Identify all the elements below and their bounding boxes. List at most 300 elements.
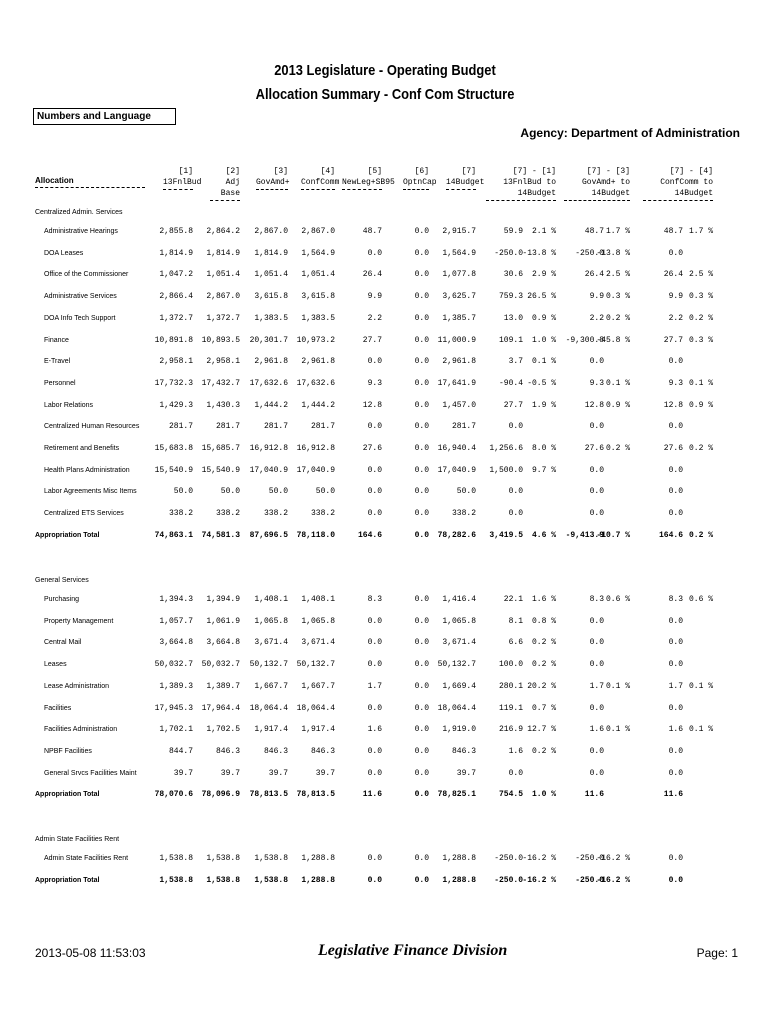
cell-value: 0.0 — [414, 292, 429, 302]
cell-value: -250.0 — [575, 875, 604, 885]
cell-value: 1.7 — [367, 681, 382, 691]
column-number: [1] — [178, 167, 193, 176]
cell-value: 1,389.7 — [206, 681, 240, 691]
cell-value: 3,664.8 — [159, 638, 193, 648]
cell-value: 78,825.1 — [437, 790, 476, 800]
table-row — [0, 725, 770, 737]
cell-value: 8.3 — [589, 595, 604, 604]
cell-value: 78,070.6 — [154, 790, 193, 800]
cell-value: 17,040.9 — [249, 465, 288, 475]
cell-value: 18,064.4 — [437, 703, 476, 713]
cell-value: 20.2 % — [527, 681, 556, 691]
cell-value: 1,667.7 — [301, 681, 335, 691]
table-row — [0, 292, 770, 304]
cell-value: 27.6 — [362, 444, 382, 453]
cell-value: 0.0 — [414, 400, 429, 410]
table-row — [0, 682, 770, 694]
agency-label: Agency: Department of Administration — [520, 126, 740, 140]
cell-value: 50,132.7 — [296, 660, 335, 670]
cell-value: 1,057.7 — [159, 616, 193, 626]
cell-value: 1,065.8 — [254, 616, 288, 626]
cell-value: 0.1 % — [688, 725, 713, 735]
numbers-language-box: Numbers and Language — [33, 108, 176, 125]
cell-value: 1,065.8 — [442, 616, 476, 626]
row-label: Administrative Services — [44, 293, 117, 301]
cell-value: -9,300.8 — [565, 335, 604, 345]
cell-value: 9.9 — [589, 292, 604, 302]
cell-value: 1.7 % — [688, 227, 713, 236]
cell-value: 0.0 — [589, 768, 604, 778]
cell-value: 0.0 — [508, 422, 523, 432]
cell-value: 1,288.8 — [442, 875, 476, 885]
cell-value: 50,032.7 — [154, 660, 193, 670]
cell-value: 26.4 — [663, 270, 683, 280]
column-name: 14Budget — [446, 177, 476, 190]
row-label: Personnel — [44, 379, 76, 387]
cell-value: 1,372.7 — [159, 313, 193, 323]
cell-value: 846.3 — [263, 746, 288, 756]
cell-value: 0.0 — [668, 616, 683, 626]
cell-value: 1,444.2 — [301, 400, 335, 410]
column-name: ConfComm to 14Budget — [643, 177, 713, 201]
row-label: Purchasing — [44, 596, 80, 603]
column-number: [7] - [1] — [512, 167, 556, 176]
cell-value: 1,917.4 — [301, 725, 335, 735]
cell-value: 3.7 — [508, 357, 523, 367]
cell-value: 0.0 — [367, 638, 382, 648]
cell-value: 0.1 % — [605, 378, 630, 388]
column-number: [4] — [320, 167, 335, 176]
cell-value: 0.0 — [367, 248, 382, 258]
cell-value: 0.0 — [414, 444, 429, 453]
cell-value: 338.2 — [310, 509, 335, 519]
column-header — [486, 166, 556, 201]
cell-value: 27.6 — [584, 444, 604, 453]
cell-value: 281.7 — [451, 422, 476, 432]
cell-value: 1.6 % — [531, 595, 556, 604]
cell-value: -13.8 % — [522, 248, 556, 258]
cell-value: 2,961.8 — [442, 357, 476, 367]
row-label: NPBF Facilities — [44, 747, 92, 755]
cell-value: 8.1 — [508, 616, 523, 626]
column-number: [6] — [414, 167, 429, 176]
cell-value: 0.0 — [589, 487, 604, 497]
cell-value: 10,891.8 — [154, 335, 193, 345]
cell-value: 2,958.1 — [206, 357, 240, 367]
cell-value: 11,000.9 — [437, 335, 476, 345]
cell-value: 1,394.9 — [206, 595, 240, 604]
row-label: Centralized ETS Services — [44, 510, 124, 518]
table-row — [0, 704, 770, 716]
column-header — [163, 166, 202, 190]
table-row — [0, 336, 770, 348]
cell-value: 9.9 — [668, 292, 683, 302]
cell-value: 10,893.5 — [201, 335, 240, 345]
table-row — [0, 401, 770, 413]
cell-value: 11.6 — [584, 790, 604, 800]
cell-value: 0.0 — [668, 746, 683, 756]
table-row — [0, 509, 770, 521]
cell-value: 1,408.1 — [254, 595, 288, 604]
row-label: Lease Administration — [44, 682, 109, 690]
row-label: DOA Info Tech Support — [44, 314, 116, 322]
cell-value: 0.0 — [668, 248, 683, 258]
column-number: [7] - [4] — [669, 167, 713, 176]
cell-value: 12.8 — [362, 400, 382, 410]
cell-value: 0.2 % — [531, 638, 556, 648]
cell-value: 0.0 — [508, 487, 523, 497]
cell-value: 17,732.3 — [154, 378, 193, 388]
row-label: Facilities Administration — [44, 726, 118, 734]
cell-value: -10.7 % — [596, 530, 630, 540]
column-number: [3] — [273, 167, 288, 176]
cell-value: 74,863.1 — [154, 530, 193, 540]
cell-value: 1,669.4 — [442, 681, 476, 691]
cell-value: 164.6 — [357, 530, 382, 540]
cell-value: 338.2 — [215, 509, 240, 519]
cell-value: 0.9 % — [688, 400, 713, 410]
cell-value: 1,372.7 — [206, 313, 240, 323]
cell-value: 17,432.7 — [201, 378, 240, 388]
cell-value: 1,288.8 — [301, 854, 335, 863]
cell-value: 39.7 — [220, 768, 240, 778]
cell-value: 1.0 % — [531, 335, 556, 345]
cell-value: 18,064.4 — [249, 703, 288, 713]
footer-timestamp: 2013-05-08 11:53:03 — [35, 946, 146, 960]
cell-value: 2,866.4 — [159, 292, 193, 302]
table-row — [0, 270, 770, 282]
cell-value: 39.7 — [456, 768, 476, 778]
cell-value: 0.0 — [414, 681, 429, 691]
cell-value: 0.8 % — [531, 616, 556, 626]
cell-value: 0.0 — [414, 270, 429, 280]
cell-value: 26.4 — [362, 270, 382, 280]
cell-value: 2,867.0 — [206, 292, 240, 302]
cell-value: 12.7 % — [527, 725, 556, 735]
cell-value: 281.7 — [168, 422, 193, 432]
cell-value: 1,919.0 — [442, 725, 476, 735]
column-number: [7] — [461, 167, 476, 176]
cell-value: 0.0 — [367, 703, 382, 713]
cell-value: 0.0 — [414, 703, 429, 713]
cell-value: 0.0 — [589, 465, 604, 475]
cell-value: 0.0 — [508, 768, 523, 778]
cell-value: 1,430.3 — [206, 400, 240, 410]
section-heading: Centralized Admin. Services — [35, 209, 123, 216]
cell-value: 17,040.9 — [437, 465, 476, 475]
cell-value: 0.0 — [589, 422, 604, 432]
cell-value: 0.0 — [414, 725, 429, 735]
cell-value: 338.2 — [263, 509, 288, 519]
row-label: Centralized Human Resources — [44, 423, 140, 431]
row-label: Administrative Hearings — [44, 228, 118, 235]
cell-value: 1,538.8 — [254, 875, 288, 885]
cell-value: 39.7 — [173, 768, 193, 778]
cell-value: 1,383.5 — [254, 313, 288, 323]
cell-value: 1.6 — [668, 725, 683, 735]
cell-value: 15,683.8 — [154, 444, 193, 453]
cell-value: 3,671.4 — [254, 638, 288, 648]
cell-value: 759.3 — [498, 292, 523, 302]
cell-value: 1,667.7 — [254, 681, 288, 691]
cell-value: 0.0 — [414, 335, 429, 345]
cell-value: 27.7 — [362, 335, 382, 345]
cell-value: 3,615.8 — [301, 292, 335, 302]
cell-value: 78,282.6 — [437, 530, 476, 540]
row-label: Labor Agreements Misc Items — [44, 488, 137, 496]
row-label: Leases — [44, 661, 67, 669]
cell-value: 3,625.7 — [442, 292, 476, 302]
footer-page: Page: 1 — [696, 946, 738, 960]
row-label: Property Management — [44, 617, 114, 625]
cell-value: 17,040.9 — [296, 465, 335, 475]
cell-value: 1,814.9 — [254, 248, 288, 258]
cell-value: 1,288.8 — [442, 854, 476, 863]
cell-value: 1,538.8 — [206, 854, 240, 863]
cell-value: 9.3 — [668, 378, 683, 388]
cell-value: 0.2 % — [605, 313, 630, 323]
cell-value: 30.6 — [503, 270, 523, 280]
cell-value: 0.0 — [414, 660, 429, 670]
cell-value: 0.3 % — [688, 335, 713, 345]
cell-value: 1.9 % — [531, 400, 556, 410]
table-row — [0, 747, 770, 759]
cell-value: 1,457.0 — [442, 400, 476, 410]
cell-value: 0.1 % — [531, 357, 556, 367]
cell-value: 0.0 — [668, 509, 683, 519]
column-header — [446, 166, 485, 190]
cell-value: 1,047.2 — [159, 270, 193, 280]
cell-value: 3,615.8 — [254, 292, 288, 302]
cell-value: 0.0 — [367, 509, 382, 519]
cell-value: 1,065.8 — [301, 616, 335, 626]
column-header — [403, 166, 437, 190]
cell-value: 0.0 — [668, 357, 683, 367]
cell-value: 22.1 — [503, 595, 523, 604]
column-header — [643, 166, 713, 201]
row-label: E-Travel — [44, 358, 71, 366]
cell-value: 0.0 — [668, 854, 683, 863]
column-number: [7] - [3] — [586, 167, 630, 176]
row-label: Finance — [44, 336, 69, 344]
cell-value: 1,429.3 — [159, 400, 193, 410]
cell-value: 2,961.8 — [301, 357, 335, 367]
cell-value: 1,814.9 — [206, 248, 240, 258]
cell-value: 50.0 — [268, 487, 288, 497]
cell-value: 2.2 — [367, 313, 382, 323]
cell-value: 1,256.6 — [489, 444, 523, 453]
cell-value: 0.0 — [414, 487, 429, 497]
appropriation-total-row — [0, 531, 770, 543]
cell-value: 2,915.7 — [442, 227, 476, 236]
report-title: 2013 Legislature - Operating Budget — [274, 62, 496, 79]
cell-value: 6.6 — [508, 638, 523, 648]
cell-value: 0.2 % — [605, 444, 630, 453]
cell-value: 0.0 — [414, 875, 429, 885]
cell-value: 17,945.3 — [154, 703, 193, 713]
table-row — [0, 444, 770, 456]
cell-value: 846.3 — [215, 746, 240, 756]
column-name: GovAmd+ — [256, 177, 288, 190]
cell-value: 78,813.5 — [249, 790, 288, 800]
cell-value: 1,408.1 — [301, 595, 335, 604]
cell-value: 1,538.8 — [206, 875, 240, 885]
cell-value: 1,383.5 — [301, 313, 335, 323]
cell-value: 2.9 % — [531, 270, 556, 280]
cell-value: 0.0 — [414, 768, 429, 778]
cell-value: 1,500.0 — [489, 465, 523, 475]
cell-value: 2,961.8 — [254, 357, 288, 367]
cell-value: 17,632.6 — [296, 378, 335, 388]
cell-value: 9.7 % — [531, 465, 556, 475]
cell-value: 2,864.2 — [206, 227, 240, 236]
cell-value: 1,061.9 — [206, 616, 240, 626]
cell-value: 50.0 — [173, 487, 193, 497]
column-header — [564, 166, 630, 201]
table-row — [0, 617, 770, 629]
cell-value: 0.0 — [414, 509, 429, 519]
column-number: [2] — [225, 167, 240, 176]
cell-value: 3,664.8 — [206, 638, 240, 648]
cell-value: 1,538.8 — [159, 854, 193, 863]
cell-value: 119.1 — [498, 703, 523, 713]
cell-value: 26.4 — [584, 270, 604, 280]
cell-value: 27.6 — [663, 444, 683, 453]
cell-value: 17,632.6 — [249, 378, 288, 388]
cell-value: 1,538.8 — [159, 875, 193, 885]
cell-value: 338.2 — [168, 509, 193, 519]
row-label: Appropriation Total — [35, 876, 100, 884]
cell-value: 0.0 — [589, 357, 604, 367]
cell-value: 15,540.9 — [201, 465, 240, 475]
cell-value: 1,416.4 — [442, 595, 476, 604]
cell-value: 0.0 — [414, 357, 429, 367]
cell-value: 1,564.9 — [442, 248, 476, 258]
cell-value: -45.8 % — [596, 335, 630, 345]
cell-value: 9.9 — [367, 292, 382, 302]
cell-value: 0.0 — [367, 854, 382, 863]
cell-value: 78,813.5 — [296, 790, 335, 800]
cell-value: 39.7 — [315, 768, 335, 778]
cell-value: 1,702.1 — [159, 725, 193, 735]
column-name: 13FnlBud — [163, 177, 193, 190]
cell-value: 846.3 — [310, 746, 335, 756]
cell-value: 1,385.7 — [442, 313, 476, 323]
cell-value: 78,096.9 — [201, 790, 240, 800]
cell-value: 1,288.8 — [301, 875, 335, 885]
table-row — [0, 487, 770, 499]
cell-value: 0.2 % — [531, 746, 556, 756]
cell-value: 39.7 — [268, 768, 288, 778]
cell-value: 280.1 — [498, 681, 523, 691]
cell-value: 1.0 % — [531, 790, 556, 800]
cell-value: 2.2 — [668, 313, 683, 323]
cell-value: 0.0 — [367, 746, 382, 756]
cell-value: 48.7 — [362, 227, 382, 236]
cell-value: 48.7 — [663, 227, 683, 236]
cell-value: 0.0 — [414, 227, 429, 236]
column-name: ConfComm — [301, 177, 335, 190]
cell-value: 0.0 — [367, 875, 382, 885]
table-row — [0, 769, 770, 781]
cell-value: 1,394.3 — [159, 595, 193, 604]
cell-value: 754.5 — [498, 790, 523, 800]
report-subtitle: Allocation Summary - Conf Com Structure — [255, 86, 515, 103]
cell-value: 12.8 — [663, 400, 683, 410]
cell-value: 0.0 — [668, 422, 683, 432]
cell-value: 0.7 % — [531, 703, 556, 713]
cell-value: 2,855.8 — [159, 227, 193, 236]
cell-value: 0.0 — [367, 768, 382, 778]
cell-value: 3,671.4 — [301, 638, 335, 648]
cell-value: 50.0 — [456, 487, 476, 497]
cell-value: -250.0 — [575, 854, 604, 863]
cell-value: 8.3 — [668, 595, 683, 604]
cell-value: 0.6 % — [688, 595, 713, 604]
cell-value: 2,867.0 — [254, 227, 288, 236]
cell-value: 9.3 — [589, 378, 604, 388]
cell-value: 0.0 — [367, 487, 382, 497]
cell-value: 9.3 — [367, 378, 382, 388]
cell-value: 1.7 — [589, 681, 604, 691]
cell-value: 2,867.0 — [301, 227, 335, 236]
cell-value: 0.0 — [367, 660, 382, 670]
cell-value: 0.0 — [414, 616, 429, 626]
cell-value: 100.0 — [498, 660, 523, 670]
column-header — [256, 166, 288, 190]
row-label: Labor Relations — [44, 401, 94, 409]
cell-value: 0.6 % — [605, 595, 630, 604]
table-row — [0, 638, 770, 650]
cell-value: 0.0 — [414, 530, 429, 540]
cell-value: 1,051.4 — [206, 270, 240, 280]
cell-value: 216.9 — [498, 725, 523, 735]
cell-value: 0.0 — [589, 703, 604, 713]
cell-value: 2,958.1 — [159, 357, 193, 367]
column-name: GovAmd+ to 14Budget — [564, 177, 630, 201]
cell-value: 0.0 — [367, 616, 382, 626]
cell-value: 16,940.4 — [437, 444, 476, 453]
cell-value: 1,702.5 — [206, 725, 240, 735]
cell-value: 281.7 — [310, 422, 335, 432]
cell-value: 0.0 — [414, 248, 429, 258]
cell-value: 1.7 — [668, 681, 683, 691]
cell-value: 0.1 % — [605, 725, 630, 735]
cell-value: 1,389.3 — [159, 681, 193, 691]
cell-value: 3,671.4 — [442, 638, 476, 648]
cell-value: 20,301.7 — [249, 335, 288, 345]
table-row — [0, 422, 770, 434]
table-row — [0, 595, 770, 607]
cell-value: -250.0 — [494, 854, 523, 863]
cell-value: 0.3 % — [605, 292, 630, 302]
cell-value: 87,696.5 — [249, 530, 288, 540]
cell-value: 0.0 — [589, 509, 604, 519]
cell-value: 3,419.5 — [489, 530, 523, 540]
cell-value: 59.9 — [503, 227, 523, 236]
cell-value: -16.2 % — [522, 875, 556, 885]
cell-value: 17,964.4 — [201, 703, 240, 713]
cell-value: -90.4 — [498, 378, 523, 388]
cell-value: 0.3 % — [688, 292, 713, 302]
row-label: Retirement and Benefits — [44, 445, 120, 452]
row-label: Appropriation Total — [35, 531, 100, 539]
table-row — [0, 314, 770, 326]
cell-value: 50,132.7 — [249, 660, 288, 670]
cell-value: 50,032.7 — [201, 660, 240, 670]
row-label: General Srvcs Facilities Maint — [44, 769, 137, 777]
cell-value: 2.2 — [589, 313, 604, 323]
